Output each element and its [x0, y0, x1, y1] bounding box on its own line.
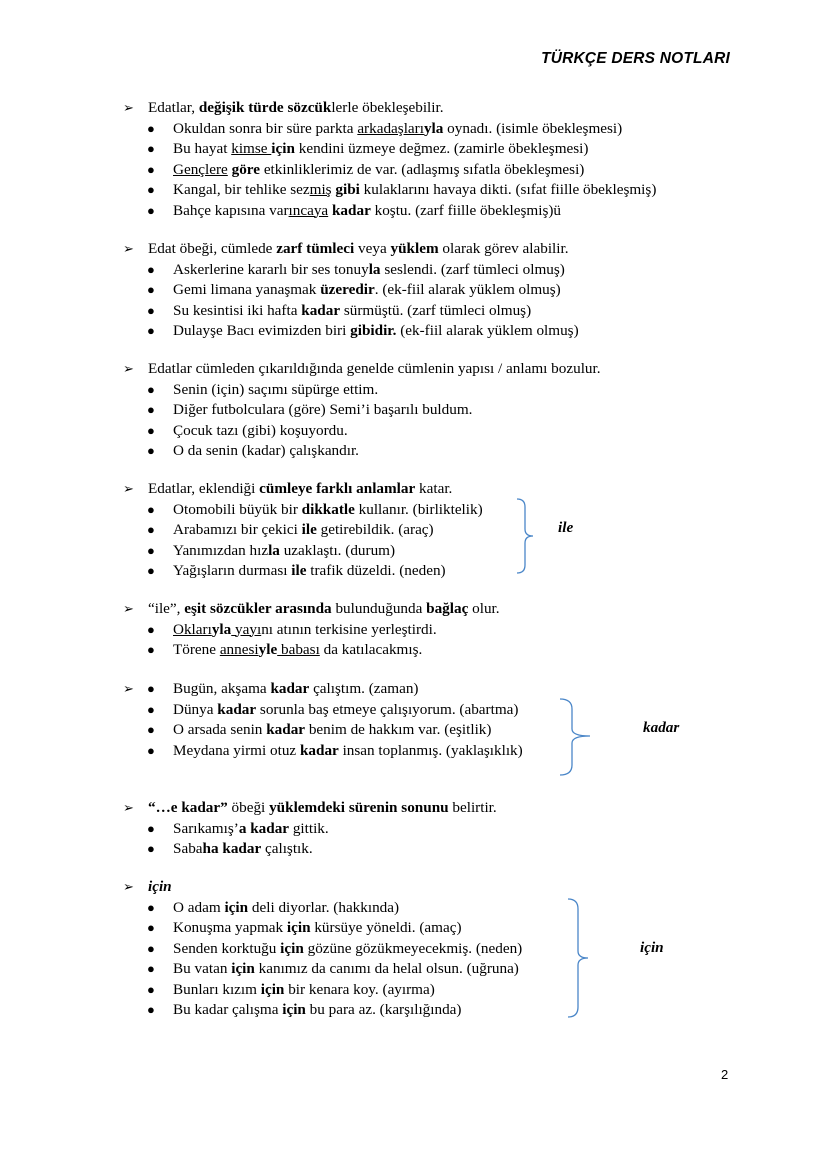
list-item: ● Bu vatan için kanımız da canımı da helal olsun. (uğruna) [123, 959, 723, 980]
bullet-icon: ● [147, 323, 155, 338]
section-heading: ➢ “ile”, eşit sözcükler arasında bulunduğunda bağlaç olur. [123, 599, 723, 620]
list-item: ● Yanımızdan hızla uzaklaştı. (durum) [123, 541, 723, 562]
bullet-icon: ● [147, 501, 155, 517]
section-heading: ➢ “…e kadar” öbeği yüklemdeki sürenin sonunu belirtir. [123, 798, 723, 819]
bullet-icon: ● [147, 701, 155, 717]
section-e-kadar [123, 798, 723, 860]
bullet-icon: ● [147, 742, 155, 758]
list-item: ● O da senin (kadar) çalışkandır. [123, 441, 723, 462]
list-item: ● Su kesintisi iki hafta kadar sürmüştü. (zarf tümleci olmuş) [123, 301, 723, 322]
section-heading: ➢ Edatlar, eklendiği cümleye farklı anlamlar katar. [123, 479, 723, 500]
list-item: ● Bugün, akşama kadar çalıştım. (zaman) [123, 679, 723, 700]
list-item: ● Yağışların durması ile trafik düzeldi. (neden) [123, 561, 723, 582]
bullet-icon: ● [147, 161, 155, 177]
list-item: ● Meydana yirmi otuz kadar insan toplanmış. (yaklaşıklık) [123, 741, 723, 762]
bullet-icon: ● [147, 381, 155, 397]
list-item: ● Konuşma yapmak için kürsüye yöneldi. (amaç) [123, 918, 723, 939]
section-ile [123, 479, 723, 582]
section-heading: ➢ Edatlar, değişik türde sözcüklerle öbekleşebilir. [123, 98, 723, 119]
list-item: ● Sarıkamış’a kadar gittik. [123, 819, 723, 840]
brace-ile-icon [515, 497, 539, 575]
arrow-bullet-icon: ➢ [123, 481, 134, 496]
section-heading: ➢ için [123, 877, 723, 898]
section-icin [123, 877, 723, 1021]
bullet-icon: ● [147, 841, 155, 856]
section-cikarma [123, 359, 723, 462]
bullet-icon: ● [147, 261, 155, 277]
list-item: ● Oklarıyla yayını atının terkisine yerleştirdi. [123, 620, 723, 641]
bullet-icon: ● [147, 443, 155, 458]
list-item: ● Otomobili büyük bir dikkatle kullanır. (birliktelik) [123, 500, 723, 521]
arrow-bullet-icon: ➢ [123, 241, 134, 256]
bullet-icon: ● [147, 621, 155, 637]
list-item: ● Bahçe kapısına varıncaya kadar koştu. (zarf fiille öbekleşmiş)ü [123, 201, 723, 222]
bullet-icon: ● [147, 1002, 155, 1017]
section-kadar [123, 679, 723, 761]
brace-label-icin: için [640, 939, 664, 956]
list-item: ● Bu hayat kimse için kendini üzmeye değmez. (zamirle öbekleşmesi) [123, 139, 723, 160]
arrow-bullet-icon: ➢ [123, 681, 134, 696]
page-title: TÜRKÇE DERS NOTLARI [541, 50, 730, 67]
bullet-icon: ● [147, 642, 155, 657]
bullet-icon: ● [147, 542, 155, 558]
bullet-icon: ● [147, 402, 155, 417]
section-baglac [123, 599, 723, 661]
brace-icin-icon [566, 897, 592, 1019]
bullet-icon: ● [147, 961, 155, 976]
bullet-icon: ● [147, 899, 155, 915]
list-item: ● O arsada senin kadar benim de hakkım var. (eşitlik) [123, 720, 723, 741]
bullet-icon: ● [147, 940, 155, 956]
bullet-icon: ● [147, 141, 155, 156]
list-item: ● Diğer futbolculara (göre) Semi’i başarılı buldum. [123, 400, 723, 421]
list-item: ● Senin (için) saçımı süpürge ettim. [123, 380, 723, 401]
arrow-bullet-icon: ➢ [123, 361, 134, 376]
list-item: ● Gemi limana yanaşmak üzeredir. (ek-fiil alarak yüklem olmuş) [123, 280, 723, 301]
bullet-icon: ● [147, 202, 155, 218]
arrow-bullet-icon: ➢ [123, 879, 134, 894]
bullet-icon: ● [147, 302, 155, 318]
list-item: ● Dünya kadar sorunla baş etmeye çalışıyorum. (abartma) [123, 700, 723, 721]
arrow-bullet-icon: ➢ [123, 100, 134, 115]
bullet-icon: ● [147, 681, 155, 696]
bullet-icon: ● [147, 722, 155, 737]
bullet-icon: ● [147, 981, 155, 997]
list-item: ● Kangal, bir tehlike sezmiş gibi kulaklarını havaya dikti. (sıfat fiille öbekleşmiş) [123, 180, 723, 201]
list-item: ● Arabamızı bir çekici ile getirebildik. (araç) [123, 520, 723, 541]
list-item: ● Bunları kızım için bir kenara koy. (ayırma) [123, 980, 723, 1001]
list-item: ● Okuldan sonra bir süre parkta arkadaşlarıyla oynadı. (isimle öbekleşmesi) [123, 119, 723, 140]
bullet-icon: ● [147, 920, 155, 935]
list-item: ● Dulayşe Bacı evimizden biri gibidir. (ek-fiil alarak yüklem olmuş) [123, 321, 723, 342]
brace-label-kadar: kadar [643, 719, 680, 736]
bullet-icon: ● [147, 120, 155, 136]
brace-label-ile: ile [558, 519, 574, 536]
bullet-icon: ● [147, 282, 155, 297]
section-heading: ➢ Edat öbeği, cümlede zarf tümleci veya yüklem olarak görev alabilir. [123, 239, 723, 260]
bullet-icon: ● [147, 182, 155, 197]
section-heading: ➢ Edatlar cümleden çıkarıldığında genelde cümlenin yapısı / anlamı bozulur. [123, 359, 723, 380]
bullet-icon: ● [147, 522, 155, 537]
list-item: ● Askerlerine kararlı bir ses tonuyla seslendi. (zarf tümleci olmuş) [123, 260, 723, 281]
list-item: ● Bu kadar çalışma için bu para az. (karşılığında) [123, 1000, 723, 1021]
arrow-bullet-icon: ➢ [123, 601, 134, 616]
bullet-icon: ● [147, 422, 155, 438]
brace-kadar-icon [558, 697, 598, 777]
section-edat-obekleri [123, 98, 723, 221]
arrow-bullet-icon: ➢ [123, 800, 134, 815]
list-item: ● Törene annesiyle babası da katılacakmış. [123, 640, 723, 661]
bullet-icon: ● [147, 820, 155, 836]
list-item: ● Senden korktuğu için gözüne gözükmeyecekmiş. (neden) [123, 939, 723, 960]
list-item: ● O adam için deli diyorlar. (hakkında) [123, 898, 723, 919]
list-item: ● Sabaha kadar çalıştık. [123, 839, 723, 860]
section-gorev [123, 239, 723, 342]
list-item: ● Çocuk tazı (gibi) koşuyordu. [123, 421, 723, 442]
list-item: ● Gençlere göre etkinliklerimiz de var. (adlaşmış sıfatla öbekleşmesi) [123, 160, 723, 181]
bullet-icon: ● [147, 563, 155, 578]
page-number: 2 [721, 1067, 729, 1082]
